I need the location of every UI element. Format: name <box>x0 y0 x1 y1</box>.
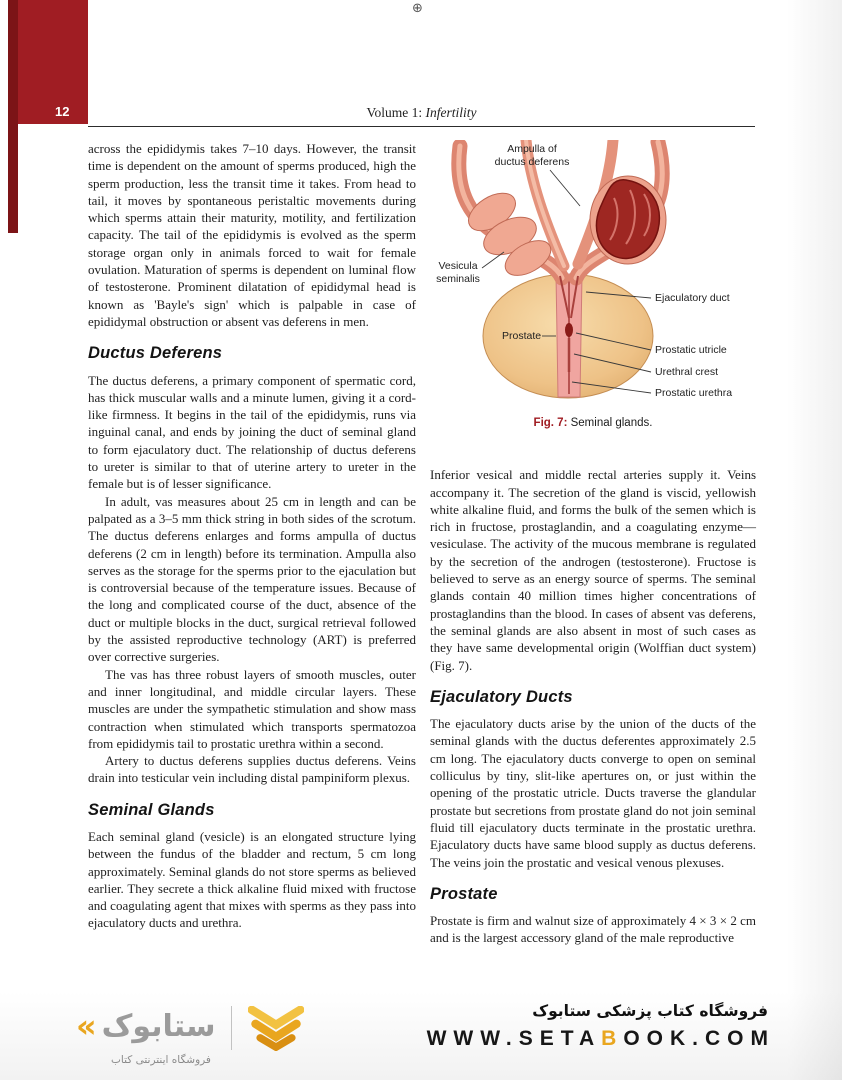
heading-ductus-deferens: Ductus Deferens <box>88 344 223 363</box>
header-rule <box>88 126 755 127</box>
figure-label-vesicula-seminalis <box>430 260 486 285</box>
figure-label-ampulla-line2: ductus deferens <box>494 155 570 168</box>
logo-guillemet-icon: « <box>76 1007 97 1045</box>
page-edge-shadow <box>787 0 842 1080</box>
logo-divider <box>231 1006 232 1050</box>
volume-label: Volume 1: <box>366 105 426 120</box>
figure-label-prostatic-urethra: Prostatic urethra <box>655 387 733 399</box>
figure-seminal-glands <box>430 140 756 405</box>
running-head <box>88 105 755 121</box>
paragraph-seminal-1: Each seminal gland (vesicle) is an elongated structure lying between the fundus of the bladder and rectum, 5 cm long approximately. Seminal glands do not store sperms as believed earlier. They secrete a thick alkaline fluid mixed with fructose and coagulating agent that mixes with sperms as they pass into ejaculatory ducts and urethra. <box>88 828 416 931</box>
logo-book-chevrons-icon <box>248 1006 304 1051</box>
left-column <box>88 140 416 932</box>
paragraph-prostate: Prostate is firm and walnut size of approximately 4 × 3 × 2 cm and is the largest accessory gland of the male reproductive <box>430 913 756 946</box>
site-url-part-accent: B <box>601 1027 624 1050</box>
paragraph-seminal-2: Inferior vesical and middle rectal arteries supply it. Veins accompany it. The secretion of the gland is viscid, yellowish white alkaline fluid, and forms the bulk of the semen which is rich in fructose, prostaglandin, and a coagulating enzyme—vesiculase. The activity of the mucous membrane is regulated by the secretion of the androgen (testosterone). Fructose is believed to serve as an energy source of sperms. The seminal glands contain 40 million times higher concentrations of prostaglandins than the blood. In cases of absent vas deferens, the seminal glands are also absent in most of such cases as they have same developmental origin (Wolffian duct system) (Fig. 7). <box>430 467 756 673</box>
logo-subtitle-fa: فروشگاه اینترنتی کتاب <box>111 1054 211 1066</box>
figure-caption-number: Fig. 7: <box>533 417 568 429</box>
footer-right <box>426 1002 775 1051</box>
figure-label-ampulla <box>488 143 576 168</box>
paragraph-ejaculatory: The ejaculatory ducts arise by the union of the ducts of the seminal glands with the ductus deferentes approximately 2.5 cm long. The ejaculatory ducts converge to open on seminal colliculus by tiny, slit-like apertures on, or just within the opening of the prostatic utricle. Ducts traverse the glandular prostate but secretions from prostate gland do not join seminal fluid till ejaculatory ducts terminate in the prostatic urethra. Ejaculatory ducts have same blood supply as ductus deferens. The veins join the prostatic and vesical venous plexuses. <box>430 716 756 870</box>
shop-title-fa: فروشگاه کتاب پزشکی ستابوک <box>532 1002 768 1020</box>
paragraph-epididymis: across the epididymis takes 7–10 days. However, the transit time is dependent on the amount of sperms produced, high the sperm production, less the transit time it takes. From head to tail, it moves by spontaneous peristaltic movements during which sperms attain their maturity, motility, and fertilization capacity. The tail of the epididymis is evolved as the sperm storage organ only in animals forced to wait for female ovulation. Maturation of sperms is dependent on luminal flow of testosterone. Prominent dilatation of epididymal head is known as 'Bayle's sign' which is palpable in case of epididymal obstruction or absent vas deferens in men. <box>88 141 416 329</box>
chapter-tab <box>8 0 88 124</box>
figure-caption <box>430 415 756 432</box>
heading-seminal-glands: Seminal Glands <box>88 800 215 819</box>
figure-label-prostate: Prostate <box>502 330 542 342</box>
site-url-part-2: OOK.COM <box>623 1027 775 1050</box>
figure-label-vesicula-line1: Vesicula <box>438 260 478 272</box>
setabook-logo <box>76 1004 304 1051</box>
figure-label-ejaculatory-duct: Ejaculatory duct <box>655 292 730 304</box>
paragraph-ductus-3: The vas has three robust layers of smooth muscles, outer and inner longitudinal, and middle circular layers. These muscles are under the sympathetic stimulation and show mass contraction when stimulated which transports spermatozoa from epididymis tail to prostatic urethra within a second. <box>88 666 416 751</box>
registration-mark-icon: ⊕ <box>412 1 423 16</box>
paragraph-ductus-1: The ductus deferens, a primary component of spermatic cord, has thick muscular walls and a minute lumen, giving it a cord-like firmness. It begins in the tail of the epididymis, runs via inguinal canal, and ends by joining the duct of seminal gland to form ejaculatory duct. The relationship of ductus deferens to ureter is similar to that of uterine artery to ureter in the female but is of lesser significance. <box>88 372 416 492</box>
figure-label-ampulla-line1: Ampulla of <box>507 143 557 155</box>
right-column <box>430 140 756 947</box>
paragraph-ductus-2: In adult, vas measures about 25 cm in length and can be palpated as a 3–5 mm thick string in both sides of the scrotum. The ductus deferens enlarges and forms ampulla of ductus deferens (2 cm in length) before its termination. Ampulla also serves as the storage for the sperms prior to the ejaculation but is controversial because of the temperature issues. Because of the long and complicated course of the duct, absence of the duct or multiple blocks in the duct, surgical retrieval followed by the assisted reproductive technology (ART) is preferred over corrective surgeries. <box>88 493 416 665</box>
paragraph-ductus-4: Artery to ductus deferens supplies ductus deferens. Veins drain into testicular vein including distal pampiniform plexus. <box>88 753 416 786</box>
page-number: 12 <box>55 104 70 119</box>
spine-bar <box>8 0 18 233</box>
site-url-part-1: WWW.SETA <box>426 1027 602 1050</box>
heading-prostate: Prostate <box>430 884 498 903</box>
figure-label-prostatic-utricle: Prostatic utricle <box>655 344 727 356</box>
heading-ejaculatory-ducts: Ejaculatory Ducts <box>430 687 573 706</box>
figure-caption-text: Seminal glands. <box>567 417 653 429</box>
site-url <box>427 1027 775 1051</box>
figure-label-urethral-crest: Urethral crest <box>655 366 719 378</box>
footer <box>0 992 842 1080</box>
figure-label-vesicula-line2: seminalis <box>436 272 480 285</box>
logo-wordmark-fa: ستابوک <box>101 1009 216 1044</box>
book-title: Infertility <box>425 105 477 120</box>
